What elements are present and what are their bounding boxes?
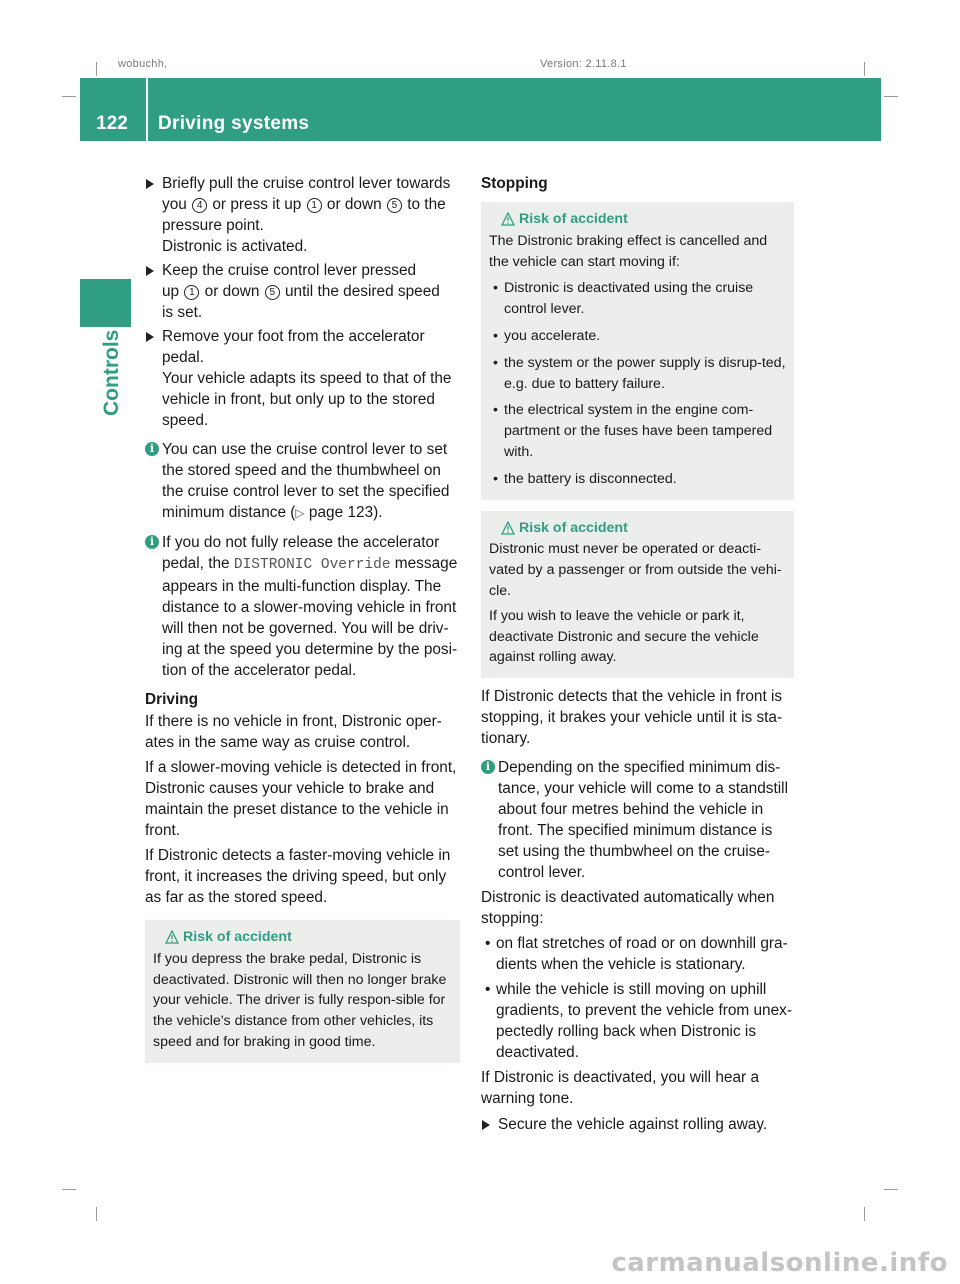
- arrow-icon: [146, 332, 154, 342]
- step-text: or press it up: [208, 196, 306, 213]
- right-column: [481, 173, 795, 1135]
- paragraph: If a slower-moving vehicle is detected in front, Distronic causes your vehicle to brake and maintain the preset distance to the vehicle in front.: [145, 759, 457, 839]
- step-keep-pressed: [145, 260, 461, 323]
- list-item-text: on flat stretches of road or on downhill gra-dients when the vehicle is stationary.: [496, 935, 788, 974]
- list-item: [489, 469, 786, 490]
- bullet-icon: •: [493, 327, 498, 344]
- step-text: or down: [322, 196, 386, 213]
- info-note-accelerator: [145, 532, 461, 681]
- info-icon: i: [145, 535, 159, 549]
- crop-mark: [96, 62, 97, 76]
- arrow-icon: [482, 1120, 490, 1130]
- list-item: [489, 400, 786, 462]
- info-text: page 123).: [304, 504, 383, 521]
- step-text: or down: [200, 283, 264, 300]
- warning-title: [489, 209, 786, 230]
- heading-stopping: Stopping: [481, 175, 548, 192]
- left-column: [145, 173, 461, 1063]
- bullet-icon: •: [493, 354, 498, 371]
- step-secure-vehicle: [481, 1114, 795, 1135]
- crop-mark: [884, 1189, 898, 1190]
- paragraph: If there is no vehicle in front, Distronic oper-ates in the same way as cruise control.: [145, 713, 442, 751]
- bullet-icon: •: [485, 935, 491, 953]
- crop-mark: [864, 62, 865, 76]
- list-item-text: the battery is disconnected.: [504, 470, 677, 487]
- info-note-standstill: [481, 757, 795, 883]
- list-item-text: you accelerate.: [504, 327, 601, 344]
- step-briefly-pull: [145, 173, 461, 236]
- step-remove-foot: [145, 326, 461, 368]
- step-result: Distronic is activated.: [162, 238, 308, 255]
- warning-title-text: Risk of accident: [519, 211, 628, 227]
- step-text: pressure point.: [162, 217, 264, 234]
- list-item-text: while the vehicle is still moving on uphill gradients, to prevent the vehicle from unex-pectedly rolling back when Distronic is deactivated.: [496, 981, 792, 1062]
- info-icon: i: [145, 442, 159, 456]
- step-text: is set.: [162, 304, 203, 321]
- page-ref-icon: ▷: [295, 506, 305, 520]
- step-text: Secure the vehicle against rolling away.: [498, 1116, 768, 1134]
- crop-mark: [62, 1189, 76, 1190]
- warning-text: If you depress the brake pedal, Distronic is deactivated. Distronic will then no longer brake your vehicle. The driver is fully respon-sible for the vehicle's distance from other vehicles, its speed and for braking in good time.: [153, 950, 447, 1050]
- info-text: Depending on the specified minimum dis-tance, your vehicle will come to a standstill about four metres behind the vehicle in front. The specified minimum distance is set using the thumbwheel on the cruise-control lever.: [498, 759, 788, 882]
- step-text: you: [162, 196, 192, 213]
- info-icon: i: [481, 760, 495, 774]
- list-item: [481, 933, 795, 975]
- list-item-text: the electrical system in the engine com-partment or the fuses have been tampered with.: [504, 402, 773, 460]
- crop-mark: [884, 96, 898, 97]
- paragraph: If Distronic detects that the vehicle in front is stopping, it brakes your vehicle until it is sta-tionary.: [481, 688, 783, 748]
- info-note-cruise-lever: [145, 439, 461, 524]
- step-text: until the desired speed: [280, 283, 440, 300]
- warning-title: [153, 927, 452, 948]
- paragraph: Distronic is deactivated automatically when stopping:: [481, 889, 775, 928]
- step-text: up: [162, 283, 184, 300]
- arrow-icon: [146, 179, 154, 189]
- header-divider: [146, 78, 148, 141]
- bullet-icon: •: [493, 402, 498, 419]
- crop-mark: [96, 1207, 97, 1221]
- heading-driving: Driving: [145, 691, 199, 708]
- info-text: message appears in the multi-function display. The distance to a slower-moving vehicle in front will then not be governed. You will be driv-ing at the speed you determine by the posi-tion of the accelerator pedal.: [162, 555, 458, 679]
- crop-mark: [864, 1207, 865, 1221]
- warning-text: If you wish to leave the vehicle or park it, deactivate Distronic and secure the vehicle against rolling away.: [489, 607, 759, 666]
- list-item: [489, 326, 786, 347]
- deactivation-list: [481, 933, 795, 1063]
- bullet-icon: •: [493, 470, 498, 487]
- number-4-icon: 4: [192, 198, 207, 213]
- bullet-icon: •: [485, 981, 491, 999]
- warning-title-text: Risk of accident: [183, 929, 292, 945]
- warning-title-text: Risk of accident: [519, 519, 628, 536]
- meta-right: Version: 2.11.8.1: [540, 58, 627, 70]
- display-message: DISTRONIC Override: [233, 557, 391, 573]
- number-1-icon: 1: [307, 198, 322, 213]
- number-5-icon: 5: [265, 285, 280, 300]
- header-bar: [80, 78, 881, 141]
- section-label: Controls: [100, 329, 123, 416]
- paragraph: If Distronic detects a faster-moving vehicle in front, it increases the driving speed, but only as far as the stored speed.: [145, 847, 451, 906]
- warning-triangle-icon: [165, 930, 179, 944]
- info-text: If you do not fully release the accelerator pedal, the: [162, 534, 440, 572]
- warning-triangle-icon: [501, 212, 515, 226]
- warning-triangle-icon: [501, 521, 515, 535]
- warning-text: The Distronic braking effect is cancelled and the vehicle can start moving if:: [489, 232, 768, 270]
- list-item-text: Distronic is deactivated using the cruise control lever.: [504, 280, 754, 318]
- warning-box: [481, 202, 794, 500]
- step-text: to the: [402, 196, 446, 213]
- crop-mark: [62, 96, 76, 97]
- warning-text: Distronic must never be operated or deacti-vated by a passenger or from outside the vehi-cle.: [489, 541, 782, 599]
- warning-title: [489, 518, 786, 539]
- list-item: [489, 278, 786, 320]
- number-5-icon: 5: [387, 198, 402, 213]
- list-item-text: the system or the power supply is disrup-ted, e.g. due to battery failure.: [504, 354, 786, 392]
- number-1-icon: 1: [184, 285, 199, 300]
- step-text: Briefly pull the cruise control lever towards: [162, 175, 451, 192]
- page-title: Driving systems: [158, 113, 310, 134]
- watermark: carmanualsonline.info: [611, 1248, 948, 1278]
- warning-box: [481, 511, 794, 679]
- list-item: [481, 979, 795, 1063]
- info-text: You can use the cruise control lever to set the stored speed and the thumbwheel on the cruise control lever to set the specified minimum distance (: [162, 441, 450, 521]
- arrow-icon: [146, 266, 154, 276]
- list-item: [489, 353, 786, 395]
- step-text: Keep the cruise control lever pressed: [162, 262, 417, 279]
- paragraph: If Distronic is deactivated, you will hear a warning tone.: [481, 1069, 760, 1108]
- bullet-icon: •: [493, 280, 498, 297]
- step-text: Remove your foot from the accelerator pedal.: [162, 328, 425, 366]
- step-result: Your vehicle adapts its speed to that of the vehicle in front, but only up to the stored speed.: [162, 370, 452, 429]
- warning-box: [145, 920, 460, 1063]
- page-number: 122: [96, 113, 128, 134]
- meta-left: wobuchh,: [118, 58, 168, 70]
